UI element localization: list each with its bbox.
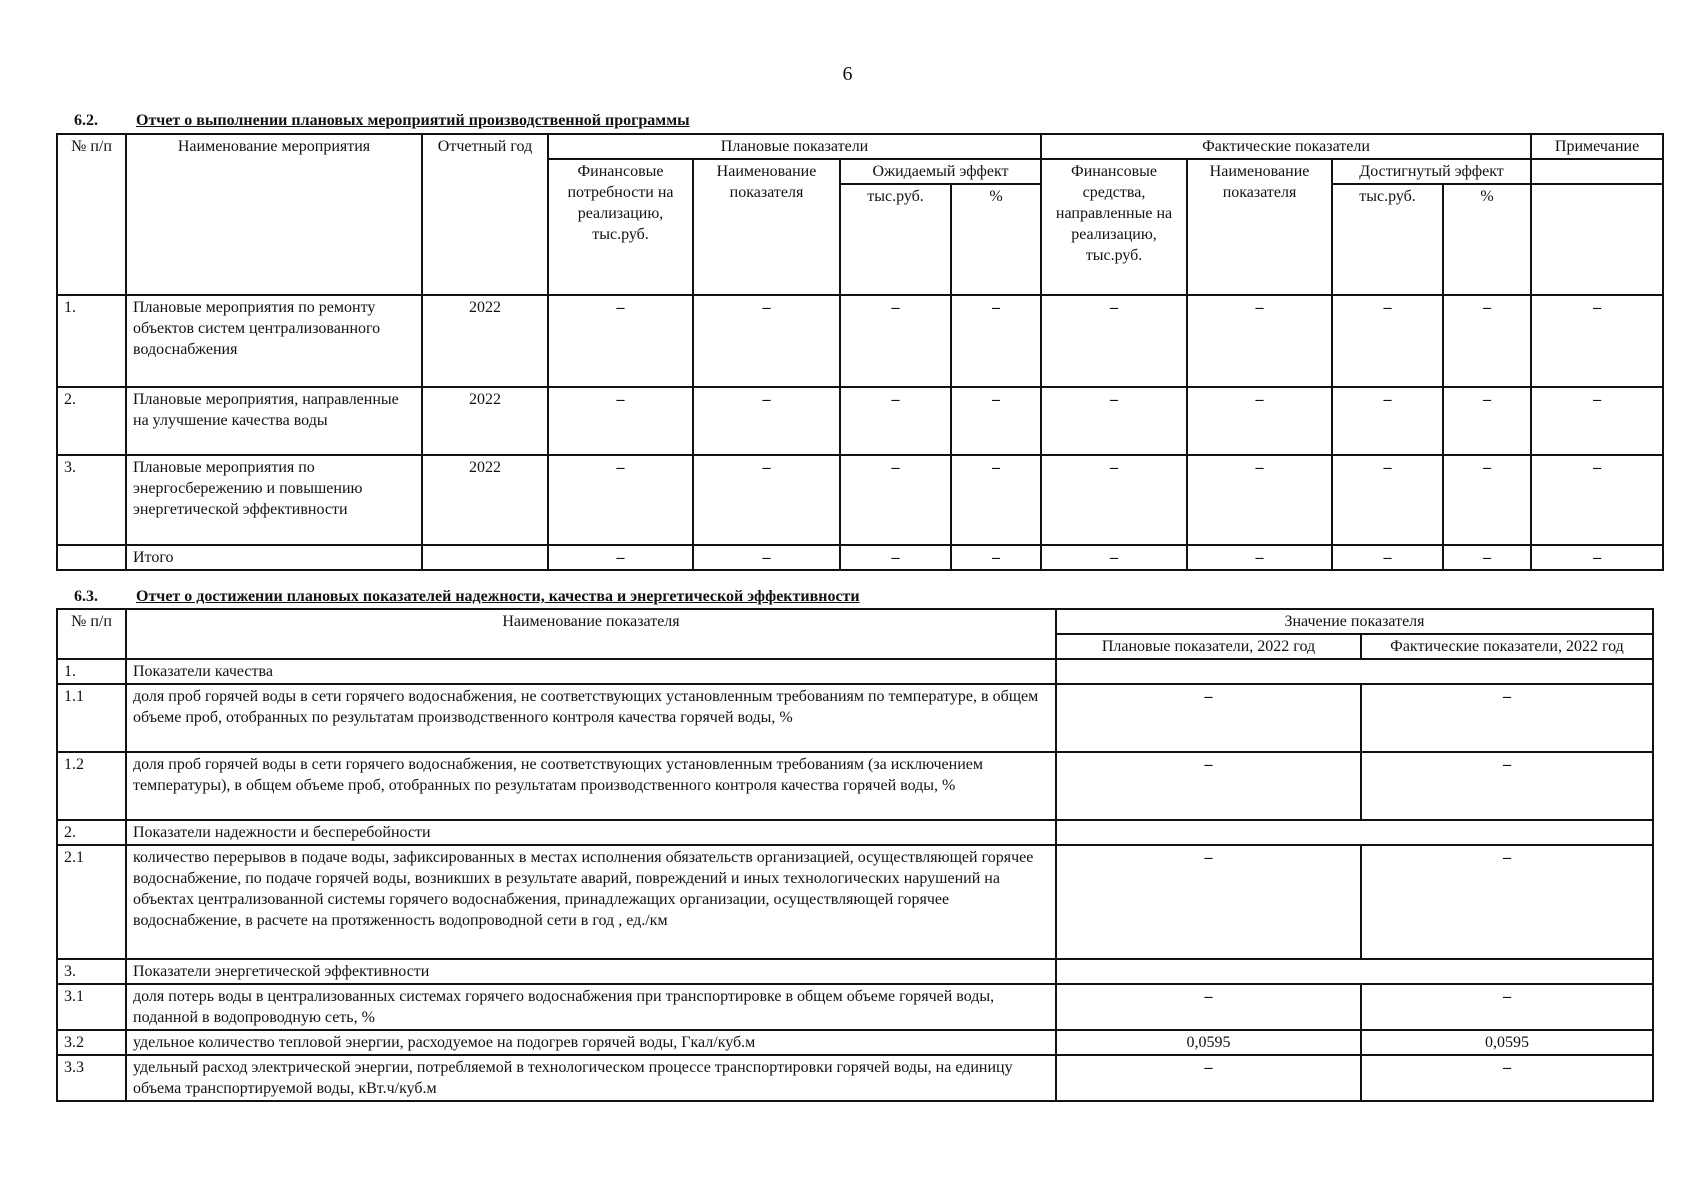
cell-value: –	[1531, 295, 1663, 387]
section-title: Отчет о достижении плановых показателей надежности, качества и энергетической эффективности	[136, 588, 860, 605]
cell-value: –	[1187, 455, 1332, 545]
header-num: № п/п	[57, 134, 126, 295]
cell-value: –	[840, 295, 951, 387]
row-num: 2.	[57, 820, 126, 845]
row-num: 1.	[57, 659, 126, 684]
cell-value: –	[1041, 295, 1187, 387]
cell-value: –	[693, 295, 840, 387]
fact-value: 0,0595	[1361, 1030, 1653, 1055]
total-value: –	[1187, 545, 1332, 570]
table-row	[57, 845, 1653, 959]
plan-value: –	[1056, 684, 1361, 752]
row-year: 2022	[422, 387, 548, 455]
cell-value: –	[1187, 387, 1332, 455]
header-plan-indicator: Наименование показателя	[693, 159, 840, 295]
cell-value: –	[1531, 387, 1663, 455]
table-row	[57, 295, 1663, 387]
cell-value: –	[1041, 387, 1187, 455]
header-fact-indicator: Наименование показателя	[1187, 159, 1332, 295]
row-num: 1.1	[57, 684, 126, 752]
total-value: –	[1531, 545, 1663, 570]
row-value-blank	[1056, 659, 1653, 684]
cell-value: –	[693, 455, 840, 545]
header-plan-pct: %	[951, 184, 1041, 295]
row-name: количество перерывов в подаче воды, зафиксированных в местах исполнения обязательств организацией, осуществляющей горячее водоснабжение, по подаче горячей воды, возникших в результате аварий, повреждений и иных технологических нарушений на объектах централизованной системы горячего водоснабжения, принадлежащих организации, осуществляющей горячее водоснабжение, в расчете на протяженность водопроводной сети в год , ед./км	[126, 845, 1056, 959]
cell-value: –	[1187, 295, 1332, 387]
header-plan-rub: тыс.руб.	[840, 184, 951, 295]
group-row	[57, 959, 1653, 984]
header-num: № п/п	[57, 609, 126, 659]
row-year: 2022	[422, 295, 548, 387]
group-row	[57, 659, 1653, 684]
total-value: –	[840, 545, 951, 570]
table-row	[57, 684, 1653, 752]
table-row	[57, 455, 1663, 545]
header-name: Наименование показателя	[126, 609, 1056, 659]
header-name: Наименование мероприятия	[126, 134, 422, 295]
table-row	[57, 1030, 1653, 1055]
row-year: 2022	[422, 455, 548, 545]
fact-value: –	[1361, 1055, 1653, 1101]
total-label: Итого	[126, 545, 422, 570]
header-plan-group: Плановые показатели	[548, 134, 1041, 159]
row-name: Показатели качества	[126, 659, 1056, 684]
row-num: 3.3	[57, 1055, 126, 1101]
cell-value: –	[1443, 295, 1531, 387]
fact-value: –	[1361, 752, 1653, 820]
total-value: –	[1332, 545, 1443, 570]
row-num: 3.	[57, 959, 126, 984]
cell-value: –	[548, 295, 693, 387]
section-title: Отчет о выполнении плановых мероприятий производственной программы	[136, 112, 690, 129]
table-row	[57, 752, 1653, 820]
cell-value: –	[951, 455, 1041, 545]
row-name: удельное количество тепловой энергии, расходуемое на подогрев горячей воды, Гкал/куб.м	[126, 1030, 1056, 1055]
row-name: доля проб горячей воды в сети горячего водоснабжения, не соответствующих установленным требованиям по температуре, в общем объеме проб, отобранных по результатам производственного контроля качества горячей воды, %	[126, 684, 1056, 752]
cell-value: –	[1531, 455, 1663, 545]
header-plan: Плановые показатели, 2022 год	[1056, 634, 1361, 659]
row-name: Показатели энергетической эффективности	[126, 959, 1056, 984]
header-note-blank	[1531, 159, 1663, 184]
section-number: 6.2.	[74, 112, 98, 129]
row-name: Плановые мероприятия, направленные на улучшение качества воды	[126, 387, 422, 455]
indicators-table	[56, 608, 1654, 1102]
cell-value: –	[1041, 455, 1187, 545]
cell-value: –	[840, 455, 951, 545]
header-fact-finance: Финансовые средства, направленные на реализацию, тыс.руб.	[1041, 159, 1187, 295]
row-name: Плановые мероприятия по энергосбережению и повышению энергетической эффективности	[126, 455, 422, 545]
total-value: –	[951, 545, 1041, 570]
row-value-blank	[1056, 820, 1653, 845]
row-num: 3.2	[57, 1030, 126, 1055]
header-note: Примечание	[1531, 134, 1663, 159]
page-number: 6	[842, 63, 853, 85]
fact-value: –	[1361, 684, 1653, 752]
plan-value: 0,0595	[1056, 1030, 1361, 1055]
header-fact-group: Фактические показатели	[1041, 134, 1531, 159]
cell-value: –	[548, 455, 693, 545]
total-value: –	[548, 545, 693, 570]
plan-value: –	[1056, 984, 1361, 1030]
header-year: Отчетный год	[422, 134, 548, 295]
header-note-blank	[1531, 184, 1663, 295]
row-name: Показатели надежности и бесперебойности	[126, 820, 1056, 845]
row-name: удельный расход электрической энергии, потребляемой в технологическом процессе транспортировки горячей воды, на единицу объема транспортируемой воды, кВт.ч/куб.м	[126, 1055, 1056, 1101]
cell-value: –	[548, 387, 693, 455]
plan-value: –	[1056, 752, 1361, 820]
cell-value: –	[1332, 387, 1443, 455]
total-year-blank	[422, 545, 548, 570]
production-program-table	[56, 133, 1664, 571]
table-row	[57, 984, 1653, 1030]
section-6-2-heading	[74, 112, 690, 130]
row-name: Плановые мероприятия по ремонту объектов систем централизованного водоснабжения	[126, 295, 422, 387]
row-num: 2.1	[57, 845, 126, 959]
header-fact-effect: Достигнутый эффект	[1332, 159, 1531, 184]
section-6-3-heading	[74, 588, 860, 606]
header-fact-pct: %	[1443, 184, 1531, 295]
header-fact-rub: тыс.руб.	[1332, 184, 1443, 295]
fact-value: –	[1361, 845, 1653, 959]
row-num: 1.2	[57, 752, 126, 820]
cell-value: –	[951, 295, 1041, 387]
section-number: 6.3.	[74, 588, 98, 605]
row-num: 2.	[57, 387, 126, 455]
row-value-blank	[1056, 959, 1653, 984]
table-row	[57, 387, 1663, 455]
fact-value: –	[1361, 984, 1653, 1030]
cell-value: –	[693, 387, 840, 455]
cell-value: –	[951, 387, 1041, 455]
row-num: 3.1	[57, 984, 126, 1030]
cell-value: –	[1443, 455, 1531, 545]
table-row	[57, 1055, 1653, 1101]
header-value: Значение показателя	[1056, 609, 1653, 634]
total-value: –	[1041, 545, 1187, 570]
header-plan-effect: Ожидаемый эффект	[840, 159, 1041, 184]
header-plan-finance: Финансовые потребности на реализацию, тыс.руб.	[548, 159, 693, 295]
total-row	[57, 545, 1663, 570]
cell-value: –	[1332, 455, 1443, 545]
total-value: –	[693, 545, 840, 570]
plan-value: –	[1056, 845, 1361, 959]
row-name: доля проб горячей воды в сети горячего водоснабжения, не соответствующих установленным требованиям (за исключением температуры), в общем объеме проб, отобранных по результатам производственного контроля качества горячей воды, %	[126, 752, 1056, 820]
total-value: –	[1443, 545, 1531, 570]
plan-value: –	[1056, 1055, 1361, 1101]
row-name: доля потерь воды в централизованных системах горячего водоснабжения при транспортировке в общем объеме горячей воды, поданной в водопроводную сеть, %	[126, 984, 1056, 1030]
row-num: 1.	[57, 295, 126, 387]
cell-value: –	[1443, 387, 1531, 455]
total-num-blank	[57, 545, 126, 570]
header-fact: Фактические показатели, 2022 год	[1361, 634, 1653, 659]
group-row	[57, 820, 1653, 845]
cell-value: –	[840, 387, 951, 455]
cell-value: –	[1332, 295, 1443, 387]
row-num: 3.	[57, 455, 126, 545]
